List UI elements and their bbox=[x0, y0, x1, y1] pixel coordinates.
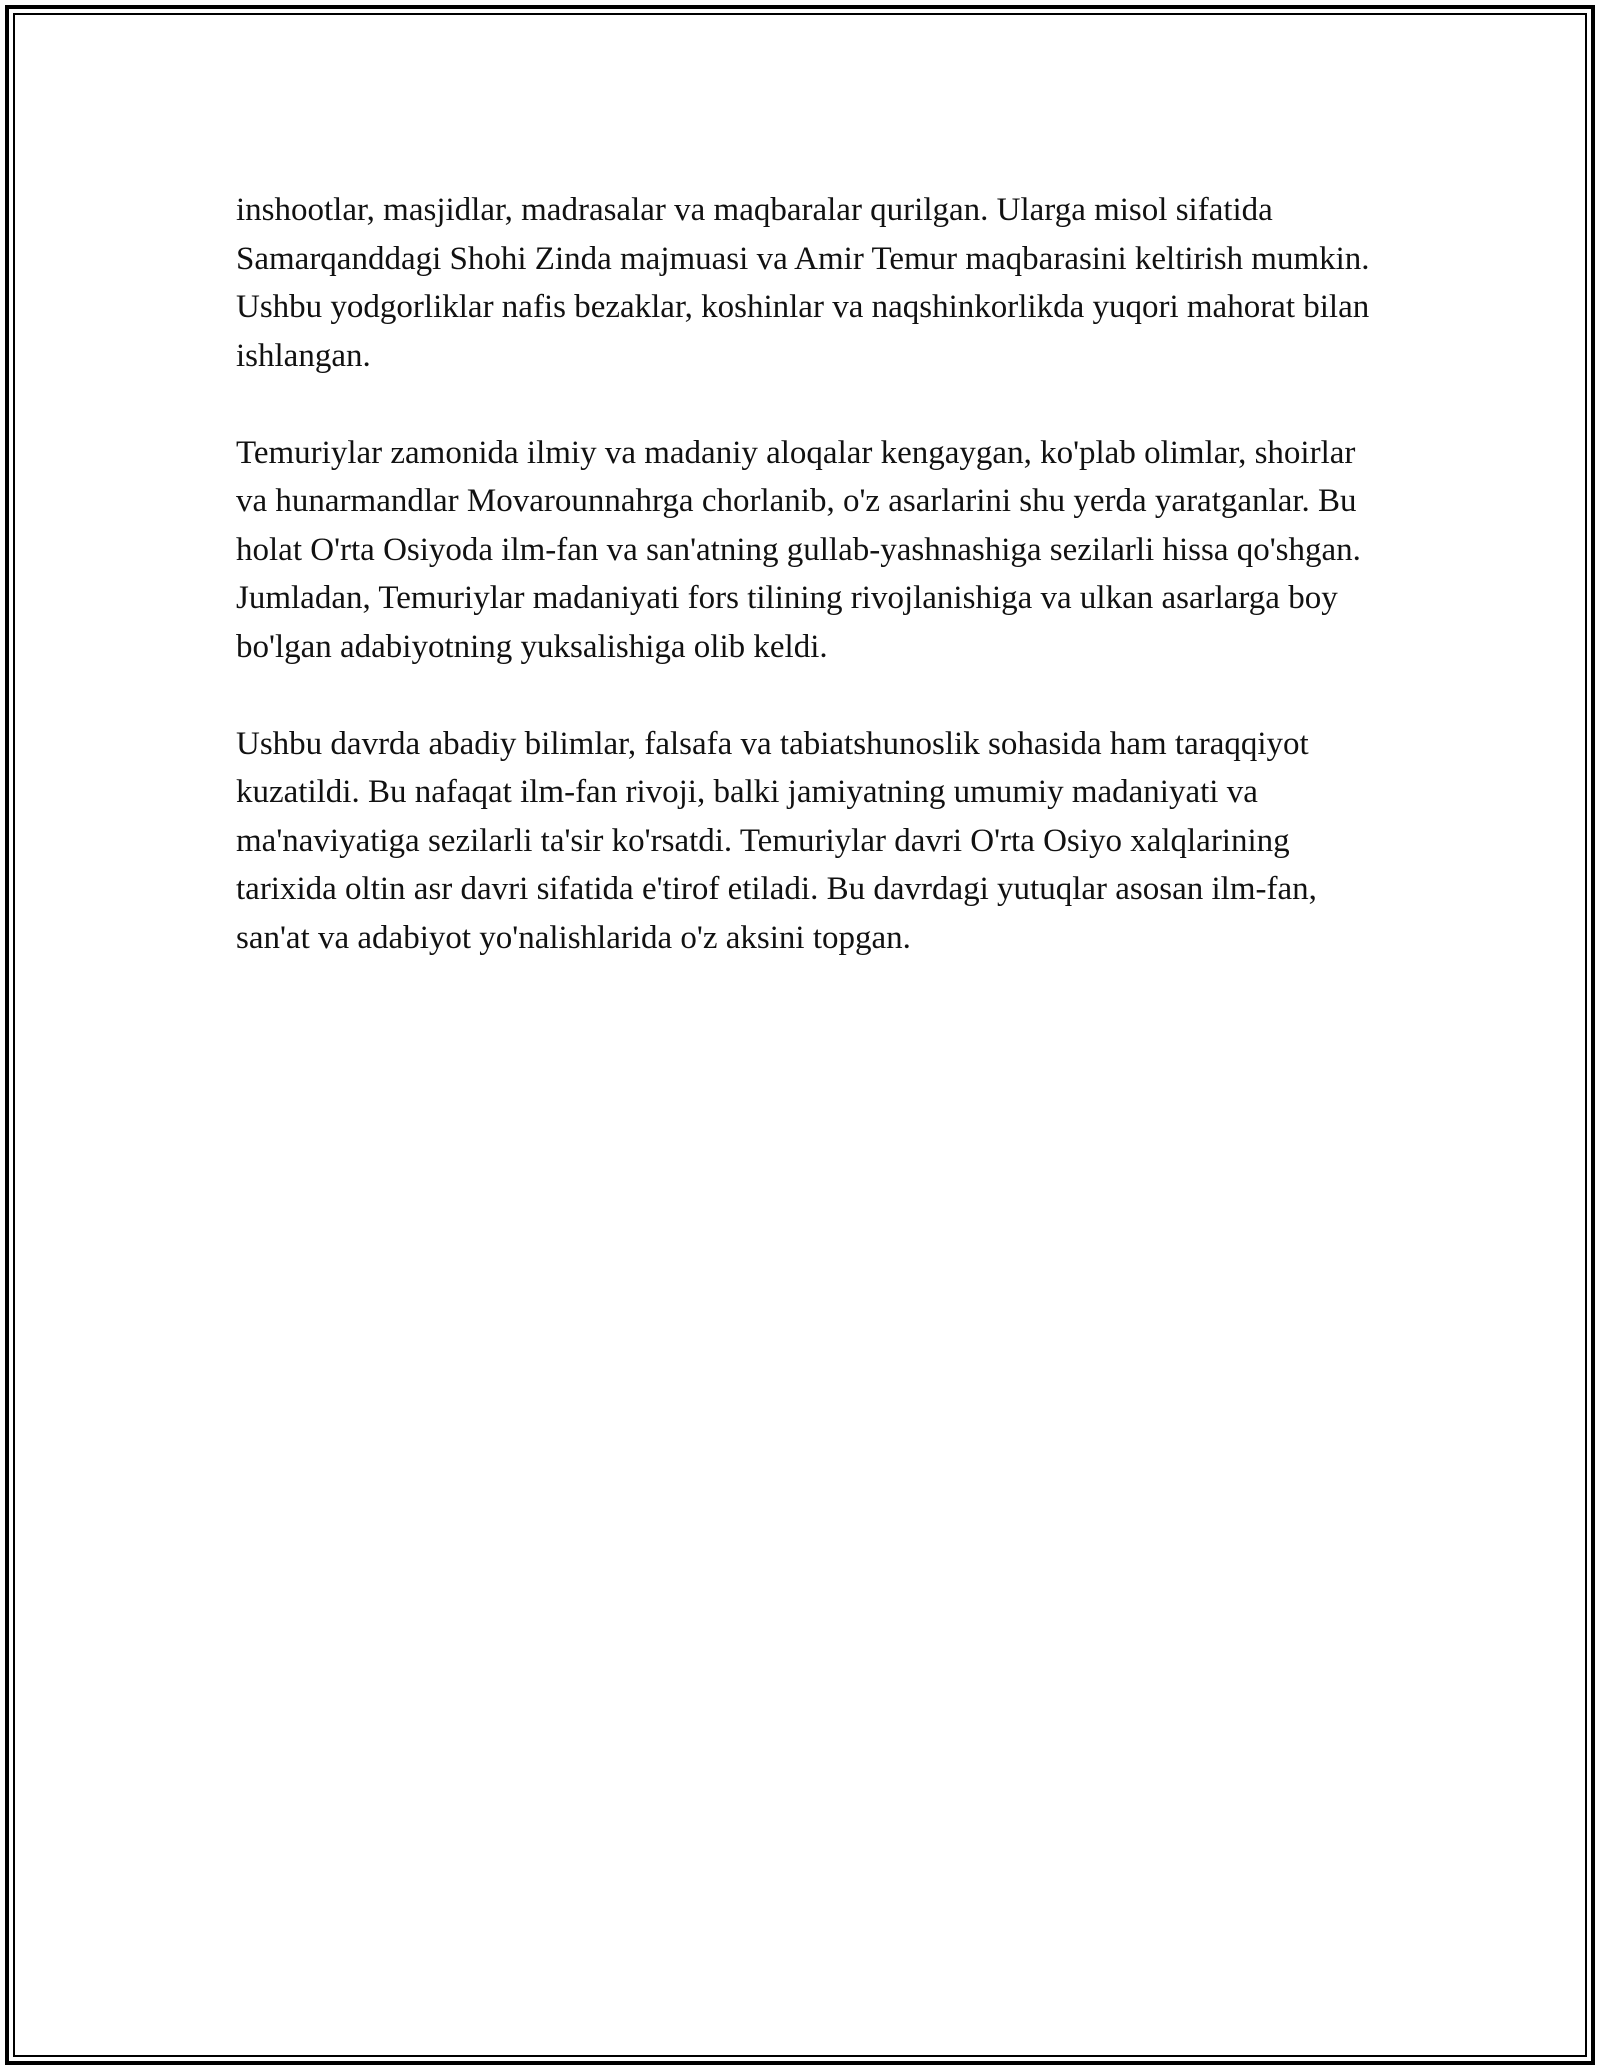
paragraph-3: Ushbu davrda abadiy bilimlar, falsafa va tabiatshunoslik sohasida ham taraqqiyot kuzatildi. Bu nafaqat ilm-fan rivoji, balki jamiyatning umumiy madaniyati va ma'naviyatiga sezilarli ta'sir ko'rsatdi. Temuriylar davri O'rta Osiyo xalqlarining tarixida oltin asr davri sifatida e'tirof etiladi. Bu davrdagi yutuqlar asosan ilm-fan, san'at va adabiyot yo'nalishlarida o'z aksini topgan. bbox=[236, 725, 1317, 956]
paragraph-1: inshootlar, masjidlar, madrasalar va maqbaralar qurilgan. Ularga misol sifatida Samarqanddagi Shohi Zinda majmuasi va Amir Temur maqbarasini keltirish mumkin. Ushbu yodgorliklar nafis bezaklar, koshinlar va naqshinkorlikda yuqori mahorat bilan ishlangan. bbox=[236, 192, 1370, 374]
paragraph-2: Temuriylar zamonida ilmiy va madaniy aloqalar kengaygan, ko'plab olimlar, shoirlar va hunarmandlar Movarounnahrga chorlanib, o'z asarlarini shu yerda yaratganlar. Bu holat O'rta Osiyoda ilm-fan va san'atning gullab-yashnashiga sezilarli hissa qo'shgan. Jumladan, Temuriylar madaniyati fors tilining rivojlanishiga va ulkan asarlarga boy bo'lgan adabiyotning yuksalishiga olib keldi. bbox=[236, 434, 1361, 665]
document-body bbox=[236, 186, 1386, 1011]
